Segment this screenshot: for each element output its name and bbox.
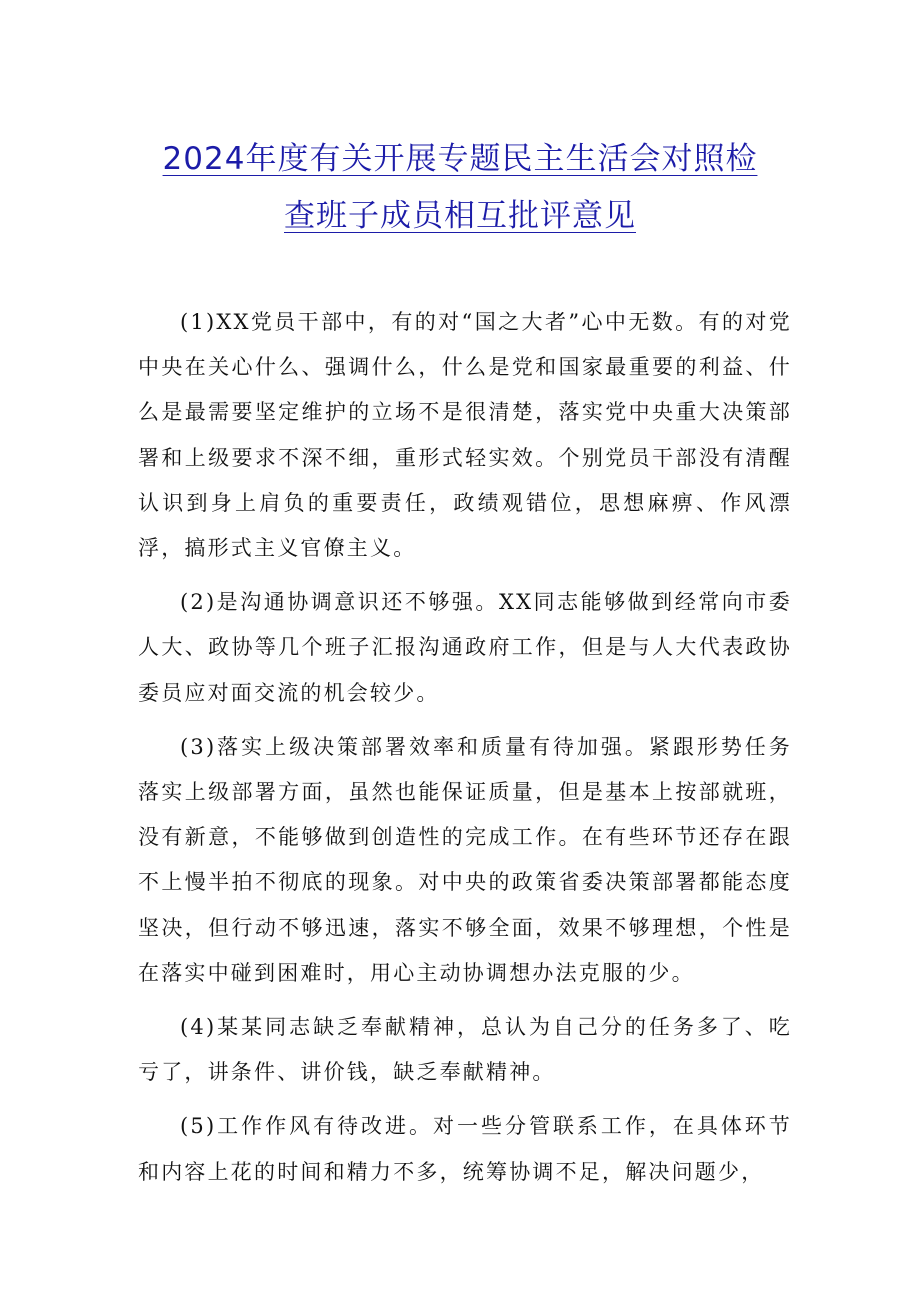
paragraph-2: (2)是沟通协调意识还不够强。XX同志能够做到经常向市委人大、政协等几个班子汇报沟通政府工作，但是与人大代表政协委员应对面交流的机会较少。 [138, 590, 792, 705]
paragraph-3: (3)落实上级决策部署效率和质量有待加强。紧跟形势任务落实上级部署方面，虽然也能保证质量，但是基本上按部就班，没有新意，不能够做到创造性的完成工作。在有些环节还存在跟不上慢半拍不彻底的现象。对中央的政策省委决策部署都能态度坚决，但行动不够迅速，落实不够全面，效果不够理想，个性是在落实中碰到困难时，用心主动协调想办法克服的少。 [138, 734, 792, 985]
document-body [138, 300, 792, 1204]
paragraph-1: (1)XX党员干部中，有的对“国之大者”心中无数。有的对党中央在关心什么、强调什么，什么是党和国家最重要的利益、什么是最需要坚定维护的立场不是很清楚，落实党中央重大决策部署和上级要求不深不细，重形式轻实效。个别党员干部没有清醒认识到身上肩负的重要责任，政绩观错位，思想麻痹、作风漂浮，搞形式主义官僚主义。 [138, 310, 792, 561]
document-title-line-2 [0, 196, 920, 236]
document-title-text-1: 2024年度有关开展专题民主生活会对照检 [162, 141, 758, 177]
paragraph-5: (5)工作作风有待改进。对一些分管联系工作，在具体环节和内容上花的时间和精力不多，统筹协调不足，解决问题少， [138, 1114, 792, 1184]
document-title-text-2: 查班子成员相互批评意见 [284, 198, 636, 234]
document-title-line-1 [0, 139, 920, 179]
paragraph-4: (4)某某同志缺乏奉献精神，总认为自己分的任务多了、吃亏了，讲条件、讲价钱，缺乏奉献精神。 [138, 1015, 792, 1085]
